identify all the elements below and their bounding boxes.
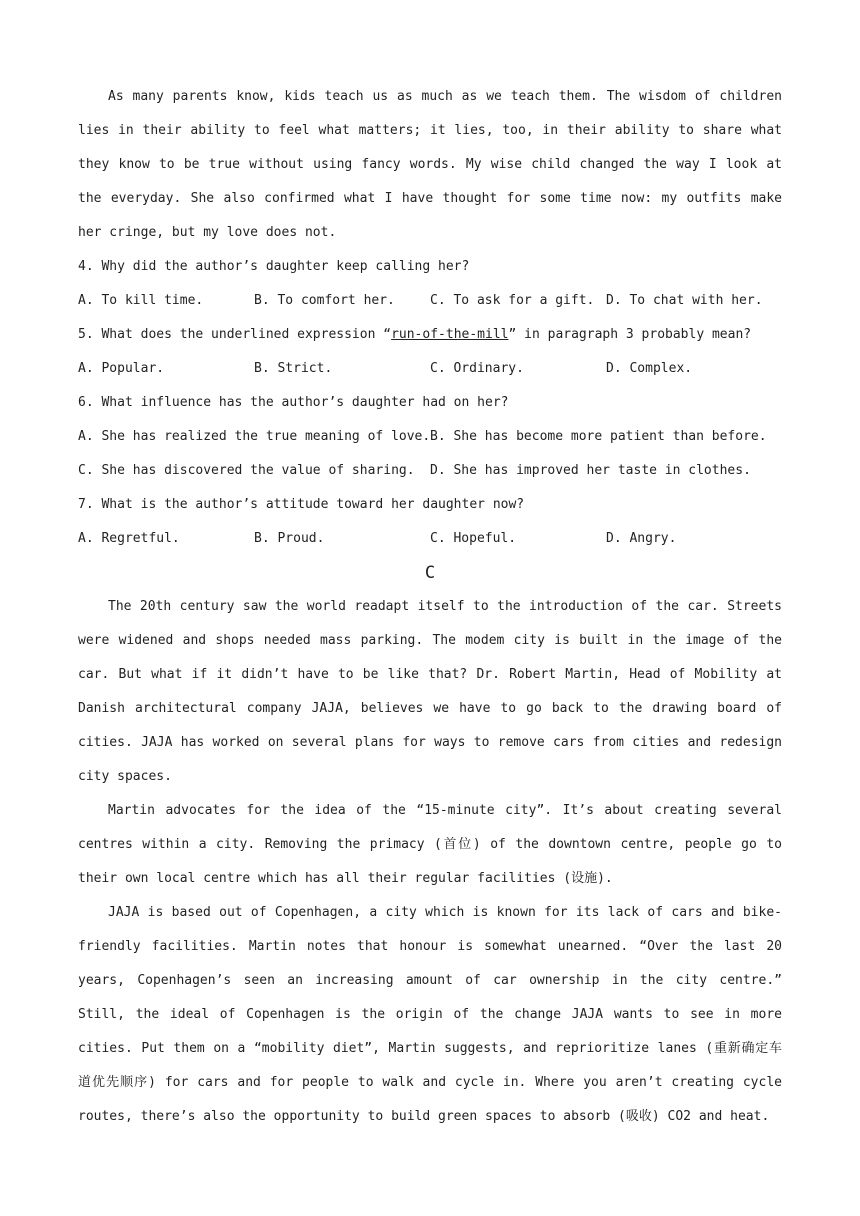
- section-c-paragraph-1: The 20th century saw the world readapt itself to the introduction of the car. Streets were widened and shops needed mass parking. The modem city is built in the image of the car. But what if it didn’t have to be like that? Dr. Robert Martin, Head of Mobility at Danish architectural company JAJA, believes we have to go back to the drawing board of cities. JAJA has worked on several plans for ways to remove cars from cities and redesign city spaces.: [78, 599, 782, 784]
- question-5-stem: [78, 318, 782, 352]
- section-c-paragraph-3: JAJA is based out of Copenhagen, a city which is known for its lack of cars and bike-friendly facilities. Martin notes that honour is somewhat unearned. “Over the last 20 years, Copenhagen’s seen an increasing amount of car ownership in the city centre.” Still, the ideal of Copenhagen is the origin of the change JAJA wants to see in more cities. Put them on a “mobility diet”, Martin suggests, and reprioritize lanes (重新确定车道优先顺序) for cars and for people to walk and cycle in. Where you aren’t creating cycle routes, there’s also the opportunity to build green spaces to absorb (吸收) CO2 and heat.: [78, 905, 782, 1124]
- question-7-option-b: B. Proud.: [254, 531, 325, 546]
- section-c-title: C: [424, 563, 436, 583]
- question-4-options: [78, 284, 782, 318]
- question-7-option-c: C. Hopeful.: [430, 531, 517, 546]
- question-5-option-c: C. Ordinary.: [430, 361, 524, 376]
- question-4-option-b: B. To comfort her.: [254, 293, 395, 308]
- question-5-option-d: D. Complex.: [606, 361, 693, 376]
- question-7-option-d: D. Angry.: [606, 531, 677, 546]
- question-4-option-c: C. To ask for a gift.: [430, 293, 595, 308]
- question-6-options-row-1: [78, 420, 782, 454]
- question-5-options: [78, 352, 782, 386]
- question-7-options: [78, 522, 782, 556]
- question-5-option-a: A. Popular.: [78, 361, 165, 376]
- passage-b-final-paragraph: As many parents know, kids teach us as much as we teach them. The wisdom of children lies in their ability to feel what matters; it lies, too, in their ability to share what they know to be true without using fancy words. My wise child changed the way I look at the everyday. She also confirmed what I have thought for some time now: my outfits make her cringe, but my love does not.: [78, 89, 782, 240]
- question-6-option-b: B. She has become more patient than before.: [430, 429, 767, 444]
- question-5-underlined-expression: run-of-the-mill: [391, 327, 509, 342]
- question-4-option-d: D. To chat with her.: [606, 293, 763, 308]
- question-6-options-row-2: [78, 454, 782, 488]
- document-page: [78, 80, 782, 1134]
- question-5-option-b: B. Strict.: [254, 361, 333, 376]
- question-7-stem: 7. What is the author’s attitude toward her daughter now?: [78, 497, 525, 512]
- question-7-option-a: A. Regretful.: [78, 531, 180, 546]
- section-c-paragraph-2: Martin advocates for the idea of the “15-minute city”. It’s about creating several centres within a city. Removing the primacy (首位) of the downtown centre, people go to their own local centre which has all their regular facilities (设施).: [78, 803, 782, 886]
- question-6-option-d: D. She has improved her taste in clothes.: [430, 463, 751, 478]
- question-6-option-a: A. She has realized the true meaning of love.: [78, 429, 431, 444]
- question-4-stem: 4. Why did the author’s daughter keep calling her?: [78, 259, 470, 274]
- question-5-stem-start: 5. What does the underlined expression “: [78, 327, 392, 342]
- question-6-option-c: C. She has discovered the value of sharing.: [78, 463, 415, 478]
- question-4-option-a: A. To kill time.: [78, 293, 204, 308]
- question-5-stem-end: ” in paragraph 3 probably mean?: [508, 327, 752, 342]
- question-6-stem: 6. What influence has the author’s daughter had on her?: [78, 395, 509, 410]
